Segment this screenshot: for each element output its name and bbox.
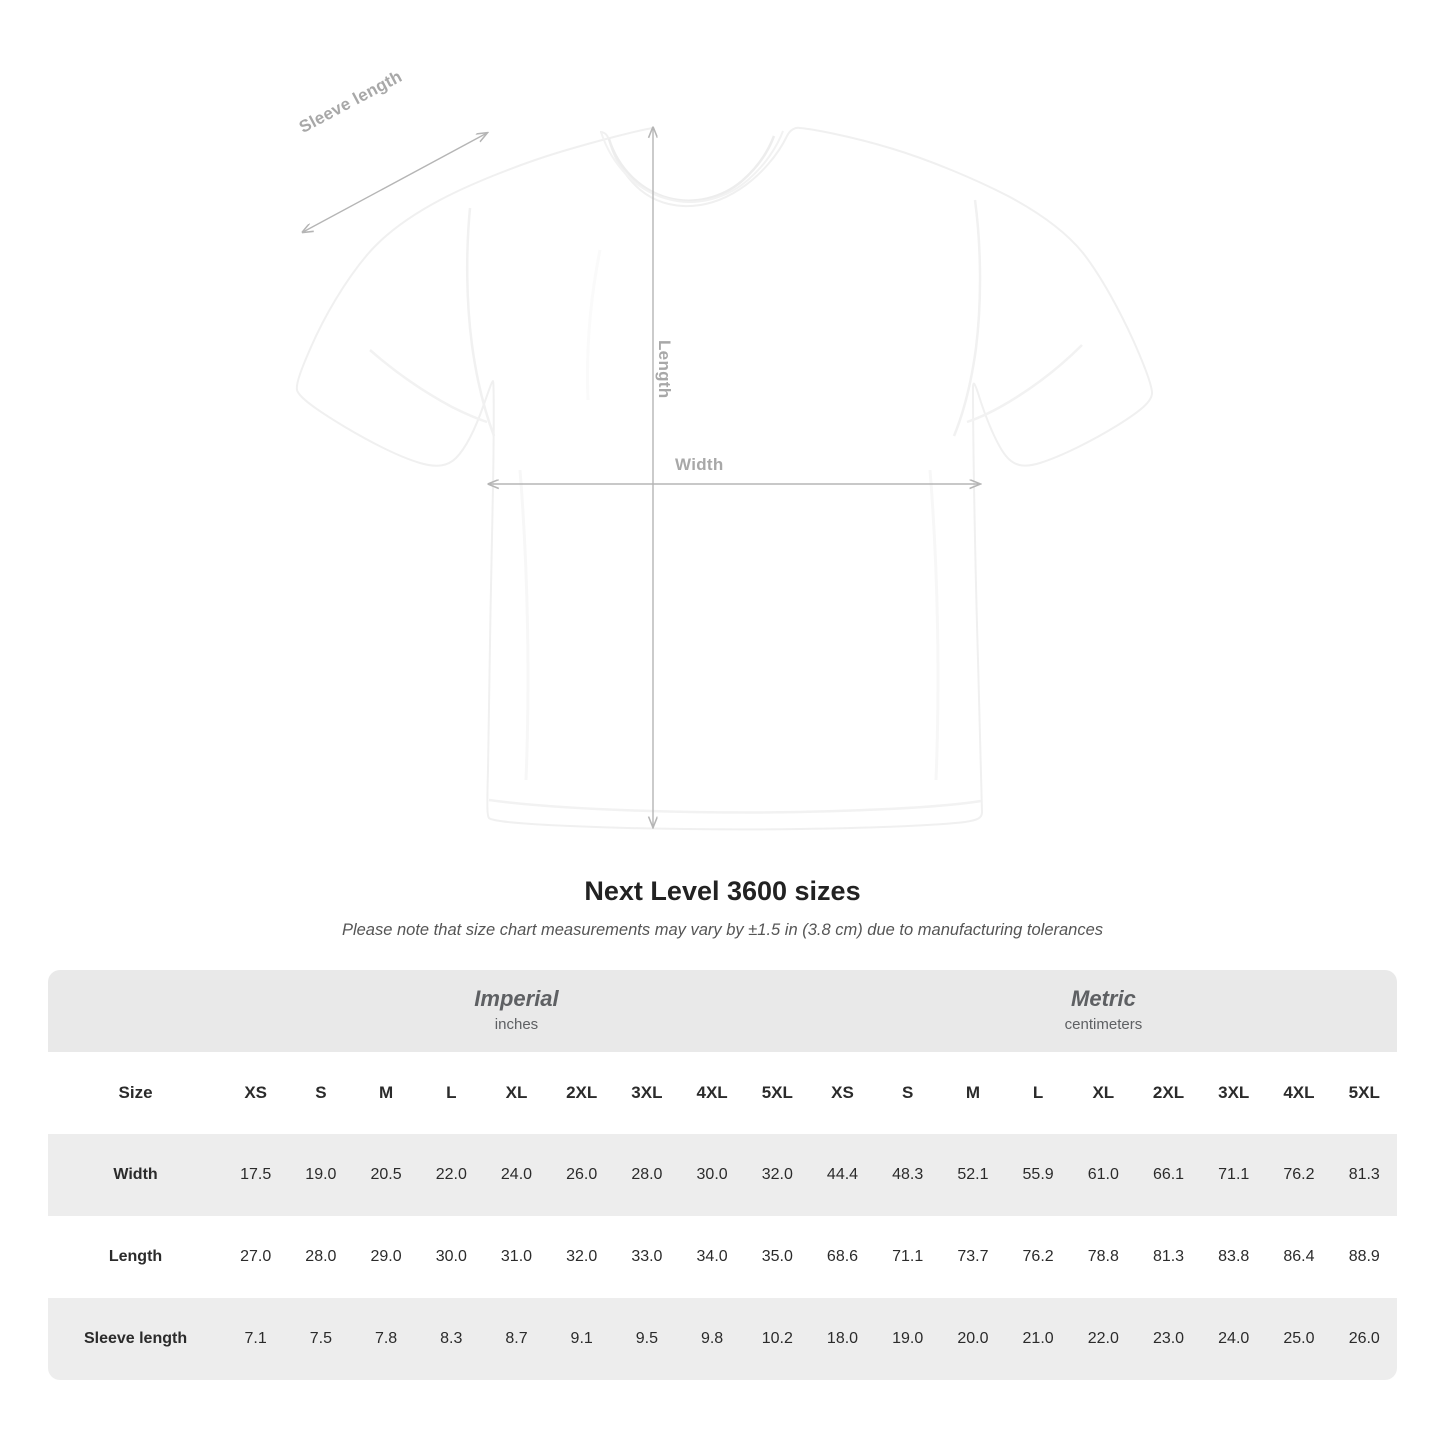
cell-sleeve-metric-5xl: 26.0 <box>1332 1298 1397 1380</box>
cell-width-metric-xs: 44.4 <box>810 1134 875 1216</box>
row-label-sleeve-length: Sleeve length <box>48 1298 223 1380</box>
size-header-metric-s: S <box>875 1052 940 1134</box>
cell-length-metric-3xl: 83.8 <box>1201 1216 1266 1298</box>
cell-length-imperial-4xl: 34.0 <box>679 1216 744 1298</box>
cell-width-metric-s: 48.3 <box>875 1134 940 1216</box>
cell-width-metric-2xl: 66.1 <box>1136 1134 1201 1216</box>
size-table-container <box>48 970 1397 1380</box>
size-header-imperial-3xl: 3XL <box>614 1052 679 1134</box>
cell-length-imperial-5xl: 35.0 <box>745 1216 810 1298</box>
unit-header-metric <box>810 970 1397 1052</box>
cell-width-imperial-l: 22.0 <box>419 1134 484 1216</box>
cell-sleeve-imperial-m: 7.8 <box>353 1298 418 1380</box>
cell-width-metric-xl: 61.0 <box>1071 1134 1136 1216</box>
size-header-metric-3xl: 3XL <box>1201 1052 1266 1134</box>
cell-sleeve-imperial-xl: 8.7 <box>484 1298 549 1380</box>
table-row <box>48 1298 1397 1380</box>
cell-sleeve-metric-2xl: 23.0 <box>1136 1298 1201 1380</box>
cell-sleeve-metric-m: 20.0 <box>940 1298 1005 1380</box>
cell-width-metric-3xl: 71.1 <box>1201 1134 1266 1216</box>
cell-length-metric-xl: 78.8 <box>1071 1216 1136 1298</box>
unit-sub-imperial: inches <box>494 1016 539 1033</box>
size-header-metric-l: L <box>1006 1052 1071 1134</box>
row-label-width: Width <box>48 1134 223 1216</box>
size-header-metric-xl: XL <box>1071 1052 1136 1134</box>
cell-length-metric-l: 76.2 <box>1006 1216 1071 1298</box>
table-size-header-row <box>48 1052 1397 1134</box>
table-row <box>48 1134 1397 1216</box>
length-label: Length <box>655 340 674 399</box>
cell-length-metric-2xl: 81.3 <box>1136 1216 1201 1298</box>
cell-length-metric-5xl: 88.9 <box>1332 1216 1397 1298</box>
cell-sleeve-metric-xs: 18.0 <box>810 1298 875 1380</box>
unit-sub-metric: centimeters <box>1064 1016 1143 1033</box>
cell-sleeve-metric-4xl: 25.0 <box>1266 1298 1331 1380</box>
cell-sleeve-imperial-xs: 7.1 <box>223 1298 288 1380</box>
size-header-imperial-l: L <box>419 1052 484 1134</box>
unit-name-imperial: Imperial <box>474 985 559 1011</box>
cell-length-imperial-3xl: 33.0 <box>614 1216 679 1298</box>
size-header-imperial-xs: XS <box>223 1052 288 1134</box>
page-title: Next Level 3600 sizes <box>584 876 861 906</box>
cell-width-metric-4xl: 76.2 <box>1266 1134 1331 1216</box>
size-header-imperial-2xl: 2XL <box>549 1052 614 1134</box>
cell-length-imperial-m: 29.0 <box>353 1216 418 1298</box>
width-label: Width <box>675 455 724 474</box>
size-header-metric-2xl: 2XL <box>1136 1052 1201 1134</box>
size-header-metric-5xl: 5XL <box>1332 1052 1397 1134</box>
cell-sleeve-metric-s: 19.0 <box>875 1298 940 1380</box>
size-header-imperial-m: M <box>353 1052 418 1134</box>
cell-sleeve-imperial-l: 8.3 <box>419 1298 484 1380</box>
cell-width-imperial-5xl: 32.0 <box>745 1134 810 1216</box>
size-table <box>48 970 1397 1380</box>
cell-sleeve-metric-3xl: 24.0 <box>1201 1298 1266 1380</box>
cell-width-metric-l: 55.9 <box>1006 1134 1071 1216</box>
cell-length-imperial-2xl: 32.0 <box>549 1216 614 1298</box>
size-header-imperial-5xl: 5XL <box>745 1052 810 1134</box>
cell-width-imperial-xl: 24.0 <box>484 1134 549 1216</box>
size-header-metric-m: M <box>940 1052 1005 1134</box>
cell-width-imperial-4xl: 30.0 <box>679 1134 744 1216</box>
cell-length-metric-m: 73.7 <box>940 1216 1005 1298</box>
cell-length-imperial-s: 28.0 <box>288 1216 353 1298</box>
cell-sleeve-imperial-s: 7.5 <box>288 1298 353 1380</box>
table-unit-header-row <box>48 970 1397 1052</box>
sleeve-length-label: Sleeve length <box>296 66 406 137</box>
cell-sleeve-imperial-4xl: 9.8 <box>679 1298 744 1380</box>
cell-width-imperial-s: 19.0 <box>288 1134 353 1216</box>
size-header-metric-4xl: 4XL <box>1266 1052 1331 1134</box>
cell-length-metric-4xl: 86.4 <box>1266 1216 1331 1298</box>
title-block <box>0 876 1445 940</box>
cell-length-metric-xs: 68.6 <box>810 1216 875 1298</box>
cell-sleeve-imperial-5xl: 10.2 <box>745 1298 810 1380</box>
cell-length-metric-s: 71.1 <box>875 1216 940 1298</box>
table-corner-cell <box>48 970 223 1052</box>
tshirt-shape <box>297 128 1152 830</box>
size-header-label: Size <box>48 1052 223 1134</box>
size-header-imperial-s: S <box>288 1052 353 1134</box>
unit-name-metric: Metric <box>1071 985 1136 1011</box>
cell-length-imperial-xl: 31.0 <box>484 1216 549 1298</box>
cell-width-metric-5xl: 81.3 <box>1332 1134 1397 1216</box>
size-header-metric-xs: XS <box>810 1052 875 1134</box>
cell-length-imperial-xs: 27.0 <box>223 1216 288 1298</box>
cell-length-imperial-l: 30.0 <box>419 1216 484 1298</box>
size-header-imperial-xl: XL <box>484 1052 549 1134</box>
cell-sleeve-metric-l: 21.0 <box>1006 1298 1071 1380</box>
table-row <box>48 1216 1397 1298</box>
tolerance-note: Please note that size chart measurements may vary by ±1.5 in (3.8 cm) due to manufacturing tolerances <box>341 921 1104 939</box>
row-label-length: Length <box>48 1216 223 1298</box>
unit-header-imperial <box>223 970 810 1052</box>
cell-width-imperial-xs: 17.5 <box>223 1134 288 1216</box>
cell-sleeve-imperial-3xl: 9.5 <box>614 1298 679 1380</box>
cell-sleeve-metric-xl: 22.0 <box>1071 1298 1136 1380</box>
cell-width-imperial-2xl: 26.0 <box>549 1134 614 1216</box>
cell-width-metric-m: 52.1 <box>940 1134 1005 1216</box>
size-header-imperial-4xl: 4XL <box>679 1052 744 1134</box>
cell-width-imperial-m: 20.5 <box>353 1134 418 1216</box>
cell-width-imperial-3xl: 28.0 <box>614 1134 679 1216</box>
cell-sleeve-imperial-2xl: 9.1 <box>549 1298 614 1380</box>
